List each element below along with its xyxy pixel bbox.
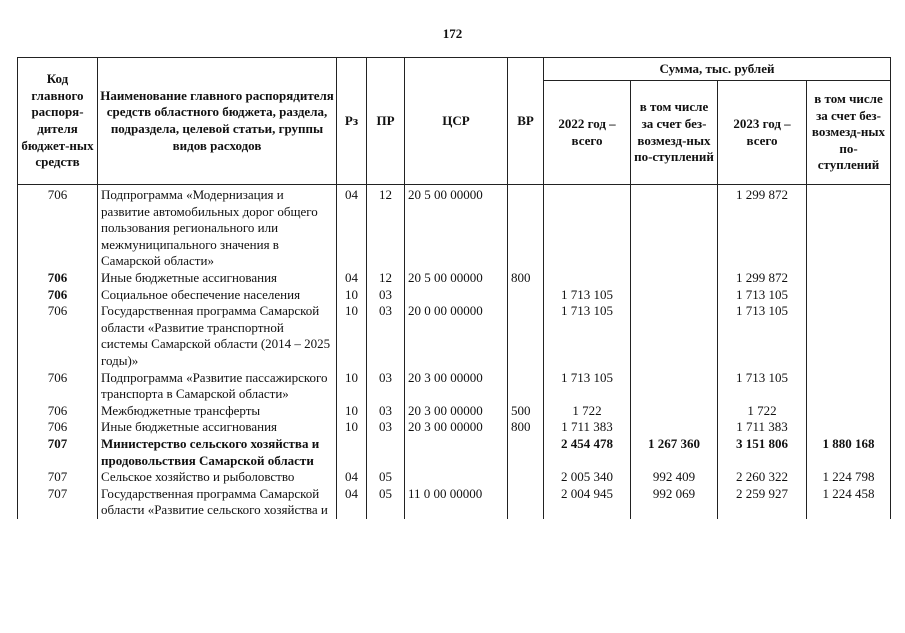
cell-pr: 03	[367, 370, 405, 403]
table-row	[18, 469, 891, 486]
cell-name: Подпрограмма «Модернизация и развитие автомобильных дорог общего пользования регионального или межмуниципального значения в Самарской области»	[98, 185, 337, 270]
cell-code: 707	[18, 436, 98, 469]
cell-name: Сельское хозяйство и рыболовство	[98, 469, 337, 486]
cell-2022-total: 1 713 105	[544, 370, 631, 403]
cell-code: 707	[18, 469, 98, 486]
cell-pr: 12	[367, 185, 405, 270]
cell-csr: 20 5 00 00000	[405, 270, 508, 287]
cell-rz: 04	[337, 469, 367, 486]
cell-vr	[508, 303, 544, 369]
cell-csr: 20 5 00 00000	[405, 185, 508, 270]
cell-2023-total: 1 299 872	[718, 185, 807, 270]
cell-vr	[508, 185, 544, 270]
cell-name: Государственная программа Самарской области «Развитие сельского хозяйства и	[98, 486, 337, 519]
cell-vr: 500	[508, 403, 544, 420]
header-name: Наименование главного распорядителя средств областного бюджета, раздела, подраздела, целевой статьи, группы видов расходов	[98, 58, 337, 185]
header-2022-total: 2022 год – всего	[544, 81, 631, 185]
cell-name: Иные бюджетные ассигнования	[98, 270, 337, 287]
cell-code: 706	[18, 419, 98, 436]
cell-2023-total: 2 259 927	[718, 486, 807, 519]
cell-2023-total: 2 260 322	[718, 469, 807, 486]
cell-2022-free	[631, 185, 718, 270]
table-row	[18, 185, 891, 270]
cell-2023-total: 3 151 806	[718, 436, 807, 469]
cell-csr	[405, 287, 508, 304]
header-2023-total: 2023 год – всего	[718, 81, 807, 185]
cell-2022-free	[631, 419, 718, 436]
cell-rz	[337, 436, 367, 469]
cell-name: Социальное обеспечение населения	[98, 287, 337, 304]
cell-2022-free	[631, 287, 718, 304]
cell-rz: 04	[337, 270, 367, 287]
cell-2022-total: 1 722	[544, 403, 631, 420]
page-number: 172	[442, 26, 463, 41]
cell-vr: 800	[508, 419, 544, 436]
cell-2022-free	[631, 403, 718, 420]
cell-pr: 03	[367, 287, 405, 304]
cell-name: Межбюджетные трансферты	[98, 403, 337, 420]
cell-vr: 800	[508, 270, 544, 287]
cell-csr: 20 3 00 00000	[405, 370, 508, 403]
cell-2023-free	[807, 403, 891, 420]
cell-csr	[405, 436, 508, 469]
cell-2023-free	[807, 287, 891, 304]
table-row	[18, 419, 891, 436]
cell-vr	[508, 370, 544, 403]
cell-rz: 10	[337, 287, 367, 304]
cell-name: Государственная программа Самарской области «Развитие транспортной системы Самарской области (2014 – 2025 годы)»	[98, 303, 337, 369]
cell-vr	[508, 486, 544, 519]
cell-2022-total	[544, 270, 631, 287]
cell-2022-total: 2 454 478	[544, 436, 631, 469]
cell-code: 706	[18, 270, 98, 287]
cell-2023-total: 1 713 105	[718, 287, 807, 304]
cell-2022-total: 1 713 105	[544, 287, 631, 304]
cell-2023-total: 1 722	[718, 403, 807, 420]
cell-vr	[508, 287, 544, 304]
header-rz: Рз	[337, 58, 367, 185]
cell-pr: 03	[367, 403, 405, 420]
header-2022-free: в том числе за счет без-возмезд-ных по-ступлений	[631, 81, 718, 185]
cell-2023-free	[807, 370, 891, 403]
cell-2022-total: 2 005 340	[544, 469, 631, 486]
cell-rz: 10	[337, 303, 367, 369]
cell-rz: 10	[337, 403, 367, 420]
cell-pr: 05	[367, 486, 405, 519]
table-row	[18, 403, 891, 420]
header-code: Код главного распоря-дителя бюджет-ных средств	[18, 58, 98, 185]
cell-code: 706	[18, 185, 98, 270]
cell-pr	[367, 436, 405, 469]
header-2023-free: в том числе за счет без-возмезд-ных по-ступлений	[807, 81, 891, 185]
cell-code: 706	[18, 403, 98, 420]
header-sum-group: Сумма, тыс. рублей	[544, 58, 891, 81]
cell-2023-total: 1 713 105	[718, 303, 807, 369]
cell-vr	[508, 469, 544, 486]
cell-rz: 10	[337, 370, 367, 403]
cell-2023-free: 1 880 168	[807, 436, 891, 469]
header-pr: ПР	[367, 58, 405, 185]
cell-2022-free	[631, 370, 718, 403]
header-csr: ЦСР	[405, 58, 508, 185]
cell-name: Министерство сельского хозяйства и продовольствия Самарской области	[98, 436, 337, 469]
cell-2023-total: 1 713 105	[718, 370, 807, 403]
cell-code: 707	[18, 486, 98, 519]
cell-pr: 03	[367, 303, 405, 369]
budget-table	[17, 57, 891, 519]
cell-rz: 04	[337, 486, 367, 519]
table-row	[18, 270, 891, 287]
cell-csr	[405, 469, 508, 486]
table-row	[18, 436, 891, 469]
cell-code: 706	[18, 303, 98, 369]
cell-name: Подпрограмма «Развитие пассажирского транспорта в Самарской области»	[98, 370, 337, 403]
table-row	[18, 486, 891, 519]
cell-2023-free	[807, 185, 891, 270]
cell-2022-free: 992 409	[631, 469, 718, 486]
cell-csr: 11 0 00 00000	[405, 486, 508, 519]
cell-2022-free: 1 267 360	[631, 436, 718, 469]
cell-vr	[508, 436, 544, 469]
table-row	[18, 303, 891, 369]
cell-2023-free	[807, 419, 891, 436]
cell-name: Иные бюджетные ассигнования	[98, 419, 337, 436]
table-body	[18, 185, 891, 519]
table-row	[18, 287, 891, 304]
cell-2023-free: 1 224 798	[807, 469, 891, 486]
cell-pr: 03	[367, 419, 405, 436]
cell-2023-free: 1 224 458	[807, 486, 891, 519]
cell-2022-free: 992 069	[631, 486, 718, 519]
cell-2023-total: 1 711 383	[718, 419, 807, 436]
cell-2022-free	[631, 303, 718, 369]
cell-pr: 12	[367, 270, 405, 287]
cell-2022-total	[544, 185, 631, 270]
cell-csr: 20 3 00 00000	[405, 403, 508, 420]
cell-csr: 20 0 00 00000	[405, 303, 508, 369]
cell-2023-free	[807, 303, 891, 369]
cell-pr: 05	[367, 469, 405, 486]
cell-code: 706	[18, 287, 98, 304]
header-vr: ВР	[508, 58, 544, 185]
cell-2023-total: 1 299 872	[718, 270, 807, 287]
cell-rz: 10	[337, 419, 367, 436]
cell-2022-total: 2 004 945	[544, 486, 631, 519]
cell-2022-total: 1 711 383	[544, 419, 631, 436]
cell-rz: 04	[337, 185, 367, 270]
cell-2022-free	[631, 270, 718, 287]
cell-csr: 20 3 00 00000	[405, 419, 508, 436]
cell-code: 706	[18, 370, 98, 403]
cell-2022-total: 1 713 105	[544, 303, 631, 369]
cell-2023-free	[807, 270, 891, 287]
table-row	[18, 370, 891, 403]
